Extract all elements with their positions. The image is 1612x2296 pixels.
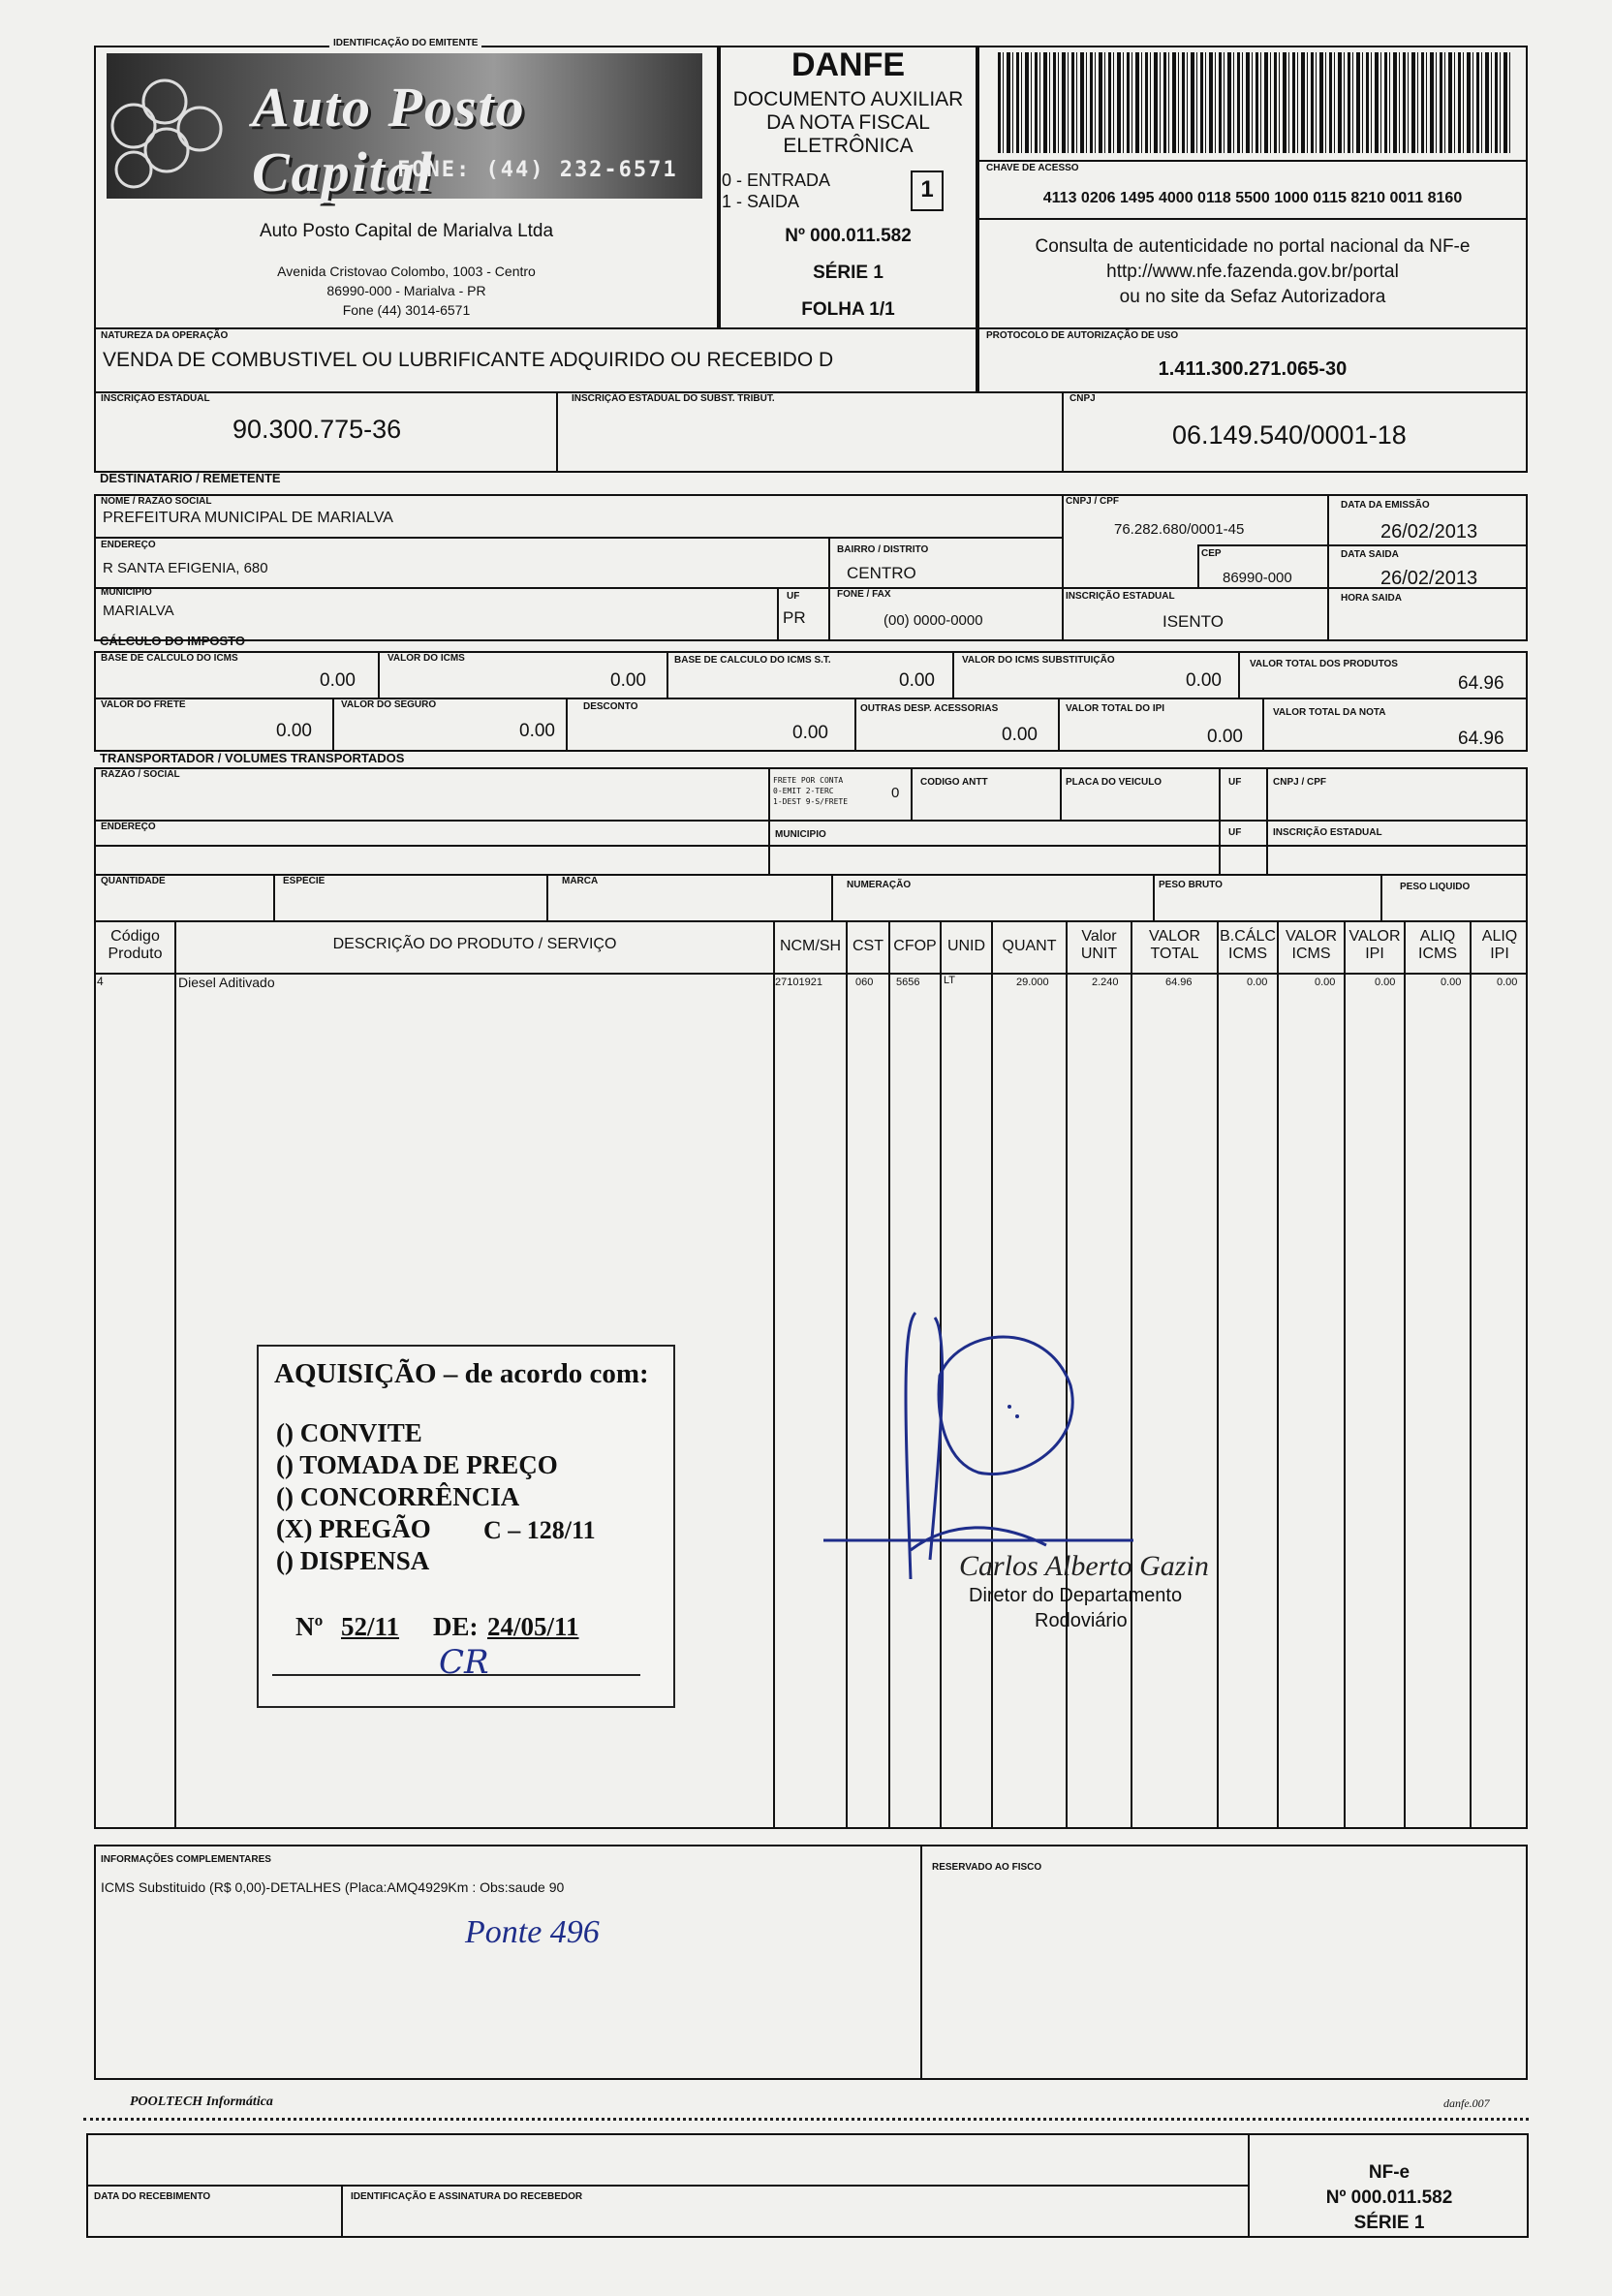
pc1	[174, 920, 176, 1829]
th-aicms: ALIQ ICMS	[1418, 928, 1457, 962]
dest-cnpj-label: CNPJ / CPF	[1066, 496, 1120, 507]
dest-ie-label: INSCRIÇÃO ESTADUAL	[1066, 591, 1175, 602]
tr-row1	[94, 820, 1528, 822]
td-cst: 060	[855, 977, 874, 988]
tr-municipio-label: MUNICIPIO	[775, 829, 826, 840]
dest-ie: ISENTO	[1162, 612, 1224, 631]
tr-v9	[273, 874, 275, 922]
imp-d2	[666, 651, 668, 698]
tr-frete-conta	[773, 775, 848, 807]
v-st: 0.00	[1186, 670, 1222, 691]
natureza-label: NATUREZA DA OPERAÇÃO	[101, 330, 229, 341]
info-div	[920, 1845, 922, 2080]
dest-row1b	[1327, 544, 1528, 546]
dest-cep: 86990-000	[1223, 570, 1292, 586]
bc-icms-label: BASE DE CALCULO DO ICMS	[101, 653, 238, 664]
tr-v10	[546, 874, 548, 922]
insc-div1	[556, 391, 558, 473]
dest-div-fone	[828, 587, 830, 641]
tr-endereco-label: ENDEREÇO	[101, 822, 156, 832]
th-descricao: DESCRIÇÃO DO PRODUTO / SERVIÇO	[332, 936, 617, 952]
rec-div-h	[86, 2185, 1249, 2187]
stamp-opt4: (X) PREGÃO	[276, 1514, 431, 1543]
emitente-city: 86990-000 - Marialva - PR	[326, 283, 486, 298]
danfe-title: DANFE	[790, 47, 906, 83]
tr-v6	[768, 820, 770, 874]
total: 64.96	[1458, 729, 1504, 749]
desconto-label: DESCONTO	[583, 701, 638, 712]
pc11	[1344, 920, 1346, 1829]
th-bcicms: B.CÁLC ICMS	[1220, 928, 1276, 962]
dest-cep-top	[1197, 544, 1327, 546]
stamp-de-label: DE:	[433, 1612, 479, 1641]
imp-d8	[1058, 698, 1060, 752]
tr-frete-conta3: 1-DEST 9-S/FRETE	[773, 797, 849, 806]
table-row	[94, 973, 1528, 994]
logo	[107, 53, 702, 203]
tr-peso-liquido-label: PESO LIQUIDO	[1400, 882, 1471, 892]
stamp-title: AQUISIÇÃO – de acordo com:	[274, 1358, 649, 1389]
cut-line	[83, 2118, 1529, 2121]
tr-frete-conta2: 0-EMIT 2-TERC	[773, 787, 834, 795]
v-prod-label: VALOR TOTAL DOS PRODUTOS	[1250, 659, 1398, 669]
stamp-num-label: Nº	[295, 1612, 324, 1641]
danfe-subtitle1: DOCUMENTO AUXILIAR	[732, 88, 964, 110]
th-vicms: VALOR ICMS	[1285, 928, 1338, 962]
v-icms-label: VALOR DO ICMS	[388, 653, 465, 664]
td-vicms: 0.00	[1315, 977, 1336, 988]
th-unid: UNID	[946, 938, 986, 954]
barcode	[998, 52, 1511, 153]
stamp-opt4-code: C – 128/11	[483, 1516, 596, 1544]
destinatario-section: DESTINATARIO / REMETENTE	[100, 471, 281, 485]
aquisicao-stamp	[257, 1345, 675, 1708]
tr-placa-label: PLACA DO VEICULO	[1066, 777, 1162, 788]
td-ncm: 27101921	[775, 977, 822, 988]
dest-row1	[94, 537, 1063, 539]
ipi-label: VALOR TOTAL DO IPI	[1066, 703, 1165, 714]
tr-v12	[1153, 874, 1155, 922]
dest-municipio-label: MUNICIPIO	[101, 587, 152, 598]
tr-especie-label: ESPÉCIE	[283, 876, 326, 886]
bc-st: 0.00	[899, 670, 935, 691]
tr-antt-label: CODIGO ANTT	[920, 777, 988, 788]
tr-cnpj-label: CNPJ / CPF	[1273, 777, 1327, 788]
tr-v7	[1219, 820, 1221, 874]
pc13	[1470, 920, 1472, 1829]
danfe-entrada: 0 - ENTRADA	[722, 171, 831, 190]
outras: 0.00	[1002, 725, 1038, 745]
danfe-saida: 1 - SAIDA	[722, 192, 800, 211]
pooltech-brand: POOLTECH Informática	[130, 2094, 273, 2109]
td-bcicms: 0.00	[1247, 977, 1268, 988]
td-aipi: 0.00	[1497, 977, 1518, 988]
chave-value: 4113 0206 1495 4000 0118 5500 1000 0115 8210 0011 8160	[1042, 190, 1463, 206]
imp-d1	[378, 651, 380, 698]
v-icms: 0.00	[610, 670, 646, 691]
consulta-line2: http://www.nfe.fazenda.gov.br/portal	[1106, 262, 1399, 282]
imp-d5	[332, 698, 334, 752]
chave-label: CHAVE DE ACESSO	[986, 163, 1079, 173]
tr-v4	[1219, 767, 1221, 820]
tr-marca-label: MARCA	[562, 876, 599, 886]
td-unid: LT	[944, 975, 956, 986]
stamp-num: 52/11	[341, 1612, 400, 1641]
td-vunit: 2.240	[1092, 977, 1119, 988]
dest-fone-label: FONE / FAX	[837, 589, 891, 600]
dest-endereco: R SANTA EFIGENIA, 680	[103, 560, 268, 576]
dest-hora-label: HORA SAIDA	[1341, 593, 1402, 604]
th-vunit: Valor UNIT	[1080, 928, 1118, 962]
th-aipi: ALIQ IPI	[1481, 928, 1518, 962]
td-descricao: Diesel Aditivado	[178, 975, 275, 990]
v-st-label: VALOR DO ICMS SUBSTITUIÇÃO	[962, 655, 1115, 666]
td-vipi: 0.00	[1375, 977, 1396, 988]
nfe-serie: SÉRIE 1	[1353, 2213, 1425, 2233]
recebimento-label: DATA DO RECEBIMENTO	[94, 2191, 211, 2202]
seguro-label: VALOR DO SEGURO	[341, 699, 437, 710]
imp-d9	[1262, 698, 1264, 752]
dest-data-saida: 26/02/2013	[1380, 568, 1478, 589]
natureza-value: VENDA DE COMBUSTIVEL OU LUBRIFICANTE ADQUIRIDO OU RECEBIDO D	[103, 349, 834, 371]
chave-divider	[977, 160, 1528, 162]
danfe-numero: Nº 000.011.582	[785, 226, 912, 246]
td-aicms: 0.00	[1441, 977, 1462, 988]
th-vtotal: VALOR TOTAL	[1148, 928, 1201, 962]
stamp-initials: CR	[439, 1643, 489, 1682]
cnpj-value: 06.149.540/0001-18	[1172, 420, 1407, 450]
tr-v2	[911, 767, 913, 820]
assinatura-label: IDENTIFICAÇÃO E ASSINATURA DO RECEBEDOR	[351, 2191, 583, 2202]
dest-data-saida-label: DATA SAIDA	[1341, 549, 1399, 560]
th-ncm: NCM/SH	[779, 938, 842, 954]
stamp-opt5: () DISPENSA	[276, 1546, 430, 1575]
imp-d6	[566, 698, 568, 752]
signature-role2: Rodoviário	[1035, 1610, 1128, 1631]
tr-numeracao-label: NUMERAÇÃO	[847, 880, 912, 890]
dest-div-cnpj	[1062, 494, 1064, 587]
danfe-folha: FOLHA 1/1	[801, 299, 895, 320]
th-codigo: Código Produto	[108, 928, 163, 962]
tr-razao-label: RAZÃO / SOCIAL	[101, 769, 180, 780]
th-cst: CST	[852, 938, 884, 954]
iest-label: INSCRIÇÃO ESTADUAL DO SUBST. TRIBUT.	[572, 393, 775, 404]
tr-v1	[768, 767, 770, 820]
transportador-section: TRANSPORTADOR / VOLUMES TRANSPORTADOS	[100, 751, 405, 765]
dest-div-bairro	[828, 537, 830, 587]
dest-data-emissao: 26/02/2013	[1380, 521, 1478, 543]
tr-v11	[831, 874, 833, 922]
danfe-code: danfe.007	[1443, 2096, 1490, 2110]
imp-d3	[952, 651, 954, 698]
frete: 0.00	[276, 721, 312, 741]
imposto-section: CÁLCULO DO IMPOSTO	[100, 634, 245, 648]
imp-d7	[854, 698, 856, 752]
tr-v5	[1266, 767, 1268, 820]
emitente-address: Avenida Cristovao Colombo, 1003 - Centro	[277, 264, 536, 279]
th-vipi: VALOR IPI	[1348, 928, 1401, 962]
signature-role1: Diretor do Departamento	[969, 1585, 1183, 1606]
insc-div2	[1062, 391, 1064, 473]
info-handwritten: Ponte 496	[465, 1914, 600, 1950]
dest-data-emissao-label: DATA DA EMISSÃO	[1341, 500, 1430, 511]
td-codigo: 4	[97, 975, 104, 988]
tr-frete-value: 0	[891, 785, 900, 801]
stamp-opt3: () CONCORRÊNCIA	[276, 1482, 520, 1511]
tr-uf2-label: UF	[1228, 827, 1242, 838]
rec-div-v1	[341, 2185, 343, 2238]
tr-uf-label: UF	[1228, 777, 1242, 788]
dest-div-data	[1327, 494, 1329, 641]
ipi: 0.00	[1207, 727, 1243, 747]
tr-v8	[1266, 820, 1268, 874]
pc12	[1404, 920, 1406, 1829]
chave-divider2	[977, 218, 1528, 220]
tr-v3	[1060, 767, 1062, 820]
pc10	[1277, 920, 1279, 1829]
dest-cep-label: CEP	[1201, 548, 1222, 559]
signature-name: Carlos Alberto Gazin	[959, 1550, 1209, 1582]
dest-uf: PR	[783, 608, 806, 627]
nfe-numero: Nº 000.011.582	[1325, 2187, 1453, 2208]
tr-frete-conta1: FRETE POR CONTA	[773, 776, 844, 785]
seguro: 0.00	[519, 721, 555, 741]
danfe-subtitle2: DA NOTA FISCAL	[766, 111, 930, 134]
dest-nome-label: NOME / RAZÃO SOCIAL	[101, 496, 212, 507]
cnpj-label: CNPJ	[1070, 393, 1096, 404]
reservado-label: RESERVADO AO FISCO	[932, 1862, 1042, 1873]
th-quant: QUANT	[1002, 938, 1057, 954]
dest-uf-label: UF	[787, 591, 800, 602]
dest-fone: (00) 0000-0000	[884, 612, 983, 629]
danfe-serie: SÉRIE 1	[813, 263, 884, 283]
desconto: 0.00	[792, 723, 828, 743]
dest-cnpj: 76.282.680/0001-45	[1114, 521, 1245, 538]
tr-qtd-label: QUANTIDADE	[101, 876, 166, 886]
stamp-opt2: () TOMADA DE PREÇO	[276, 1450, 558, 1479]
stamp-opt1: () CONVITE	[276, 1418, 422, 1447]
consulta-line1: Consulta de autenticidade no portal nacional da NF-e	[1035, 236, 1471, 257]
ie-label: INSCRIÇÃO ESTADUAL	[101, 393, 210, 404]
nfe-label: NF-e	[1368, 2162, 1410, 2183]
tr-peso-bruto-label: PESO BRUTO	[1159, 880, 1223, 890]
info-text: ICMS Substituido (R$ 0,00)-DETALHES (Placa:AMQ4929Km : Obs:saude 90	[101, 1879, 565, 1895]
dest-div-uf	[777, 587, 779, 641]
bc-icms: 0.00	[320, 670, 356, 691]
danfe-tipo: 1	[920, 176, 934, 202]
dest-municipio: MARIALVA	[103, 603, 174, 619]
v-prod: 64.96	[1458, 673, 1504, 694]
protocolo-value: 1.411.300.271.065-30	[1158, 358, 1348, 380]
frete-label: VALOR DO FRETE	[101, 699, 186, 710]
dest-div-ie	[1062, 587, 1064, 641]
info-label: INFORMAÇÕES COMPLEMENTARES	[101, 1854, 271, 1865]
dest-nome: PREFEITURA MUNICIPAL DE MARIALVA	[103, 510, 393, 526]
bc-st-label: BASE DE CALCULO DO ICMS S.T.	[674, 655, 831, 666]
pc2	[773, 920, 775, 1829]
imp-row-div	[94, 698, 1528, 699]
logo-phone: FONE: (44) 232-6571	[397, 158, 678, 182]
dest-div-cep	[1197, 544, 1199, 587]
protocolo-label: PROTOCOLO DE AUTORIZAÇÃO DE USO	[986, 330, 1179, 341]
emitente-name: Auto Posto Capital de Marialva Ltda	[259, 221, 554, 241]
ie-value: 90.300.775-36	[232, 415, 402, 444]
danfe-subtitle3: ELETRÔNICA	[783, 135, 914, 157]
td-cfop: 5656	[896, 977, 920, 988]
dest-bairro-label: BAIRRO / DISTRITO	[837, 544, 929, 555]
td-quant: 29.000	[1016, 977, 1049, 988]
imp-d4	[1238, 651, 1240, 698]
tr-ie-label: INSCRIÇÃO ESTADUAL	[1273, 827, 1382, 838]
tr-v13	[1380, 874, 1382, 922]
th-cfop: CFOP	[893, 938, 937, 954]
consulta-line3: ou no site da Sefaz Autorizadora	[1119, 287, 1386, 307]
dest-endereco-label: ENDEREÇO	[101, 540, 156, 550]
emitente-section-label: IDENTIFICAÇÃO DO EMITENTE	[329, 38, 481, 48]
td-vtotal: 64.96	[1165, 977, 1193, 988]
stamp-date: 24/05/11	[487, 1612, 579, 1641]
logo-text: Auto Posto Capital	[252, 76, 526, 203]
dest-row2	[94, 587, 1528, 589]
emitente-phone: Fone (44) 3014-6571	[342, 302, 471, 318]
outras-label: OUTRAS DESP. ACESSORIAS	[860, 703, 999, 714]
signature-scribble	[814, 1298, 1230, 1589]
total-label: VALOR TOTAL DA NOTA	[1273, 707, 1386, 718]
tr-row2	[94, 845, 1528, 847]
dest-bairro: CENTRO	[847, 564, 916, 582]
